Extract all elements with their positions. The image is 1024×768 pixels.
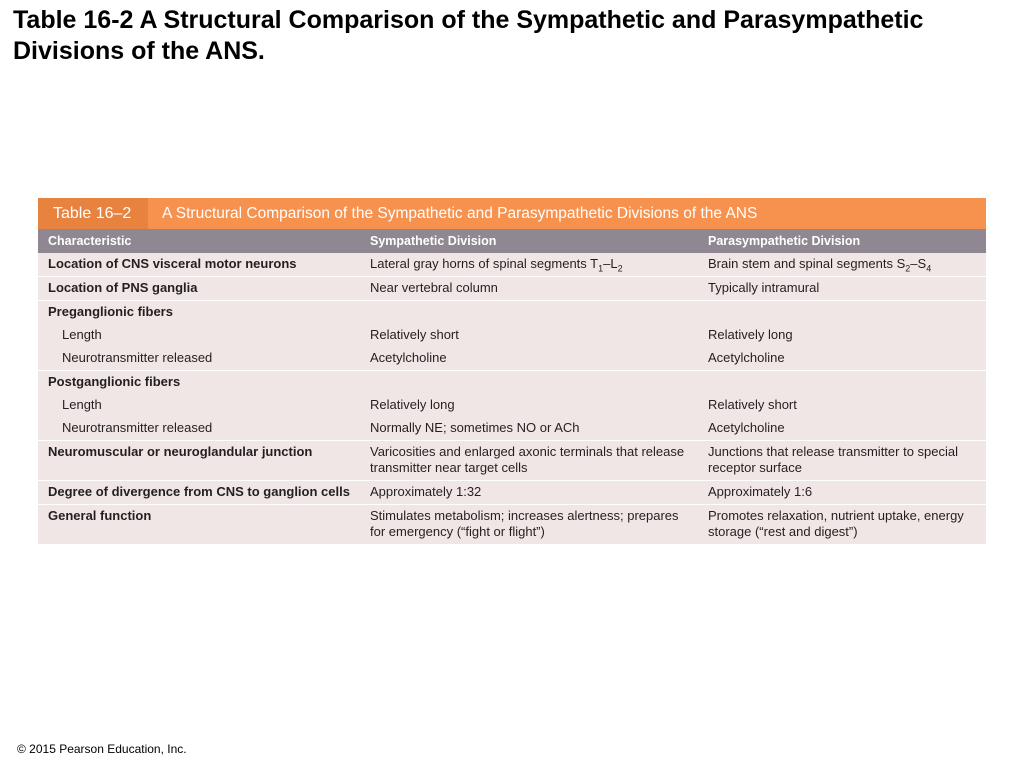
table-body	[38, 229, 986, 544]
table-row	[38, 505, 986, 545]
header-row	[38, 229, 986, 253]
table-row	[38, 253, 986, 277]
row-sympathetic: Stimulates metabolism; increases alertness; prepares for emergency (“fight or flight”)	[360, 505, 698, 545]
table-row	[38, 324, 986, 347]
table-row	[38, 277, 986, 301]
row-characteristic: Neurotransmitter released	[62, 350, 213, 365]
row-characteristic: Length	[62, 397, 102, 412]
table-row	[38, 441, 986, 481]
row-sympathetic: Relatively short	[370, 327, 459, 342]
row-parasympathetic: Acetylcholine	[708, 420, 785, 435]
row-characteristic: Location of PNS ganglia	[38, 277, 360, 301]
copyright-footer: © 2015 Pearson Education, Inc.	[17, 742, 187, 756]
slide-title: Table 16-2 A Structural Comparison of the Sympathetic and Parasympathetic Divisions of the ANS.	[13, 6, 924, 65]
row-sympathetic	[360, 301, 698, 325]
row-characteristic: Degree of divergence from CNS to ganglion cells	[38, 481, 360, 505]
row-sympathetic: Varicosities and enlarged axonic terminals that release transmitter near target cells	[360, 441, 698, 481]
row-sympathetic: Approximately 1:32	[360, 481, 698, 505]
row-characteristic: Preganglionic fibers	[38, 301, 360, 325]
row-sympathetic: Normally NE; sometimes NO or ACh	[370, 420, 580, 435]
table-row	[38, 347, 986, 371]
row-parasympathetic: Relatively short	[708, 397, 797, 412]
row-parasympathetic: Brain stem and spinal segments $S_2-S_4$	[708, 256, 932, 274]
row-characteristic: Neurotransmitter released	[62, 420, 213, 435]
row-sympathetic	[360, 371, 698, 395]
row-parasympathetic: Approximately 1:6	[698, 481, 986, 505]
header-parasympathetic: Parasympathetic Division	[698, 229, 986, 253]
row-characteristic: General function	[38, 505, 360, 545]
row-parasympathetic: Junctions that release transmitter to special receptor surface	[698, 441, 986, 481]
row-parasympathetic	[698, 371, 986, 395]
row-sympathetic: Near vertebral column	[360, 277, 698, 301]
row-sympathetic: Relatively long	[370, 397, 455, 412]
table-banner	[38, 198, 986, 229]
row-parasympathetic	[698, 301, 986, 325]
row-characteristic: Length	[62, 327, 102, 342]
table-row	[38, 371, 986, 395]
header-characteristic: Characteristic	[38, 229, 360, 253]
row-characteristic: Neuromuscular or neuroglandular junction	[38, 441, 360, 481]
table-row	[38, 481, 986, 505]
row-parasympathetic: Acetylcholine	[708, 350, 785, 365]
row-sympathetic: Lateral gray horns of spinal segments $T_1-L_2$	[370, 256, 623, 274]
row-parasympathetic: Promotes relaxation, nutrient uptake, energy storage (“rest and digest”)	[698, 505, 986, 545]
header-sympathetic: Sympathetic Division	[360, 229, 698, 253]
comparison-table	[38, 198, 986, 544]
row-sympathetic: Acetylcholine	[370, 350, 447, 365]
table-row	[38, 394, 986, 417]
row-characteristic: Postganglionic fibers	[38, 371, 360, 395]
table-number-tag: Table 16–2	[38, 198, 148, 229]
table-title: A Structural Comparison of the Sympathetic and Parasympathetic Divisions of the ANS	[162, 204, 758, 222]
table-row	[38, 417, 986, 441]
row-parasympathetic: Relatively long	[708, 327, 793, 342]
table-row	[38, 301, 986, 325]
row-parasympathetic: Typically intramural	[698, 277, 986, 301]
row-characteristic: Location of CNS visceral motor neurons	[48, 256, 297, 271]
